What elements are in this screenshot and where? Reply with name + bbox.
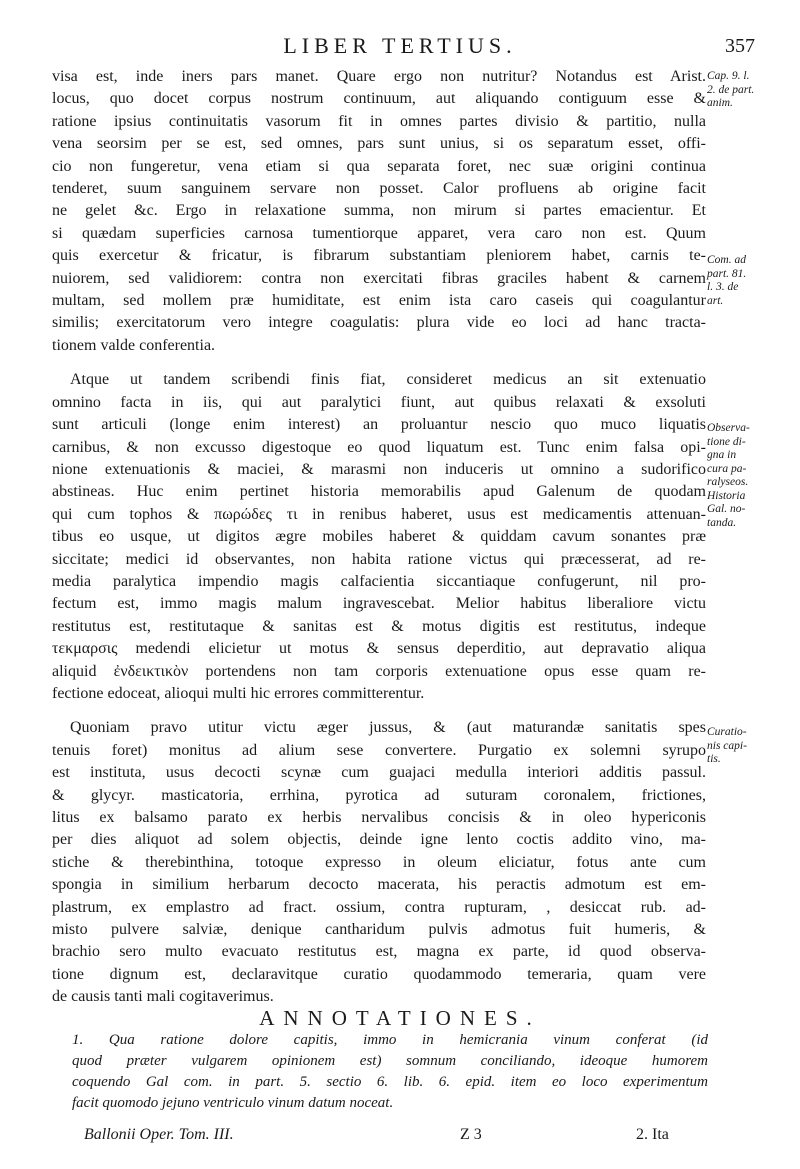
text-line: brachio sero multo evacuato restitutus est, magna ex parte, id quod observa- (52, 943, 706, 961)
text-line: ratione ipsius continuitatis vasorum fit in omnes partes divisio & partitio, nulla (52, 112, 706, 130)
margin-note-line: tione di- (707, 435, 746, 448)
paragraph-2 (52, 369, 706, 705)
text-line: abstineas. Huc enim pertinet historia memorabilis apud Galenum de quodam (52, 483, 706, 501)
text-line: ne gelet &c. Ergo in relaxatione summa, non mirum si partes emacientur. Et (52, 202, 706, 220)
text-line: carnibus, & non excusso digestoque eo quod liquatum est. Tunc enim falsa opi- (52, 438, 706, 456)
margin-note-line: l. 3. de (707, 281, 739, 293)
margin-note-line: Historia (707, 489, 746, 502)
text-line: misto pulvere salviæ, denique cantharidum pulvis admotus fuit humeris, & (52, 921, 706, 939)
margin-note-aristotle (707, 70, 797, 111)
annotation-line: 1. Qua ratione dolore capitis, immo in hemicrania vinum conferat (id (72, 1032, 708, 1048)
text-line: tionem valde conferentia. (52, 336, 216, 354)
text-line: tione dignum est, declaravitque curatio quodammodo temeraria, quam vere (52, 965, 706, 983)
text-line: sunt articuli (longe enim interest) an proluantur nescio quo muco liquatis (52, 416, 706, 434)
text-line: plastrum, ex emplastro ad fract. ossium, contra rupturam, , desiccat rub. ad- (52, 898, 706, 916)
text-line: Quoniam pravo utitur victu æger jussus, & (aut maturandæ sanitatis spes (70, 719, 706, 737)
text-line: locus, quo docet corpus nostrum continuum, aut aliquando contiguum esse & (52, 90, 706, 108)
running-head: LIBER TERTIUS. (283, 33, 517, 58)
margin-note-line: ralyseos. (707, 476, 749, 488)
text-line: tenderet, suum sanguinem servare non posset. Calor profluens ab origine facit (52, 180, 706, 198)
text-line: media paralytica impendio magis calfacientia siccantiaque confugerunt, nil pro- (52, 572, 706, 590)
text-line: omnino facta in iis, qui aut paralytici fiunt, aut quibus relaxati & exsoluti (52, 393, 706, 411)
annotation-line: quod præter vulgarem opinionem est) somnum conciliando, ideoque humorem (72, 1053, 708, 1069)
text-line: cio non fungeretur, vena etiam si qua separata foret, nec suæ origini continua (52, 157, 706, 175)
text-line: stiche & therebinthina, totoque expresso in oleum eliciatur, fotus ante cum (52, 853, 706, 871)
text-line: & glycyr. masticatoria, errhina, pyrotica ad suturam coronalem, frictiones, (52, 786, 706, 804)
margin-note-line: Com. ad (707, 254, 746, 266)
margin-note-commentary (707, 254, 797, 308)
annotation-line: facit quomodo jejuno ventriculo vinum datum noceat. (72, 1095, 394, 1111)
paragraph-3 (52, 717, 706, 1008)
text-line: tenuis foret) monitus ad alium sese convertere. Purgatio ex solemni syrupo (52, 741, 706, 759)
margin-note-line: gna in (707, 449, 737, 461)
text-line: si quædam superficies carnosa tumentiorque apparet, vera caro non est. Quum (52, 224, 706, 242)
margin-note-line: cura pa- (707, 462, 747, 475)
text-line: τεκμαρσις medendi elicietur ut motus & sensus deperditio, aut depravatio aliqua (52, 640, 706, 658)
margin-note-line: 2. de part. (707, 83, 755, 96)
margin-note-observation (707, 422, 797, 530)
text-line: nuiorem, sed validiorem: contra non exercitati fibras graciles habent & carnem (52, 269, 706, 287)
text-line: siccitate; medici id observantes, non habita ratione victus qui præcesserat, ad re- (52, 550, 706, 568)
margin-note-line: nis capi- (707, 739, 747, 752)
annotation-line: coquendo Gal com. in part. 5. sectio 6. lib. 6. epid. item eo loco experimentum (72, 1074, 708, 1090)
text-line: litus ex balsamo parato ex herbis nervalibus concisis & in oleo hypericonis (52, 809, 706, 826)
margin-note-line: Observa- (707, 422, 750, 434)
text-line: vena seorsim per se est, sed omnes, pars sunt unius, si os separatum esset, offi- (52, 135, 706, 153)
text-line: tibus eo usque, ut digitos ægre mobiles haberet & quiddam cavum sonantes præ (52, 528, 706, 546)
text-line: qui cum tophos & πωρώδες τι in renibus haberet, usus est medicamentis attenuan- (52, 505, 706, 523)
text-line: fectum est, immo magis malum ingravescebat. Melior habitus liberaliore victu (52, 595, 706, 613)
text-line: fectione edoceat, alioqui multi hic errores committerentur. (52, 684, 425, 702)
annotations-heading: ANNOTATIONES. (259, 1006, 541, 1030)
margin-note-line: Cap. 9. l. (707, 70, 750, 82)
footer-book-title: Ballonii Oper. Tom. III. (84, 1126, 234, 1143)
margin-note-line: part. 81. (707, 267, 747, 280)
margin-note-line: tis. (707, 753, 721, 765)
text-line: multam, sed mollem præ humiditate, est enim ista caro caseis qui coagulantur (52, 292, 706, 310)
main-text (52, 66, 706, 1009)
text-line: Atque ut tandem scribendi finis fiat, consideret medicus an sit extenuatio (70, 371, 706, 389)
text-line: restitutus est, restitutaque & sanitas est & motus digitis est restitutus, indeque (52, 617, 706, 635)
text-line: visa est, inde iners pars manet. Quare ergo non nutritur? Notandus est Arist. (52, 68, 706, 85)
margin-note-curatio (707, 726, 797, 767)
catchword: 2. Ita (636, 1126, 669, 1143)
page-header (0, 33, 800, 63)
margin-note-line: tanda. (707, 516, 737, 529)
text-line: est instituta, usus decocti scynæ cum guajaci medulla interiori additis passul. (52, 764, 706, 782)
margin-note-line: Gal. no- (707, 503, 746, 515)
signature-mark: Z 3 (460, 1126, 482, 1143)
text-line: per dies aliquot ad solem objectis, deinde igne lento coctis addito vino, ma- (52, 831, 706, 849)
text-line: quis exercetur & fricatur, is fibrarum substantiam pleniorem habet, carnis te- (52, 247, 706, 265)
page-footer (0, 1126, 800, 1152)
text-line: similis; exercitatorum vero integre coagulatis: plura vide eo loci ad hanc tracta- (52, 314, 706, 332)
margin-note-line: art. (707, 294, 724, 307)
annotation-text (72, 1030, 708, 1114)
margin-note-line: Curatio- (707, 726, 747, 738)
page-number: 357 (725, 35, 755, 57)
text-line: nione extenuationis & maciei, & marasmi non induceris ut omnino a sudorifico (52, 460, 706, 478)
text-line: de causis tanti mali cogitaverimus. (52, 988, 274, 1006)
text-line: aliquid ἐνδεικτικὸν portendens non tam corporis extenuatione opus esse quam re- (52, 662, 706, 680)
margin-note-line: anim. (707, 97, 733, 109)
text-line: spongia in similium herbarum decocto macerata, his peractis admotum est em- (52, 876, 706, 894)
paragraph-1 (52, 66, 706, 357)
